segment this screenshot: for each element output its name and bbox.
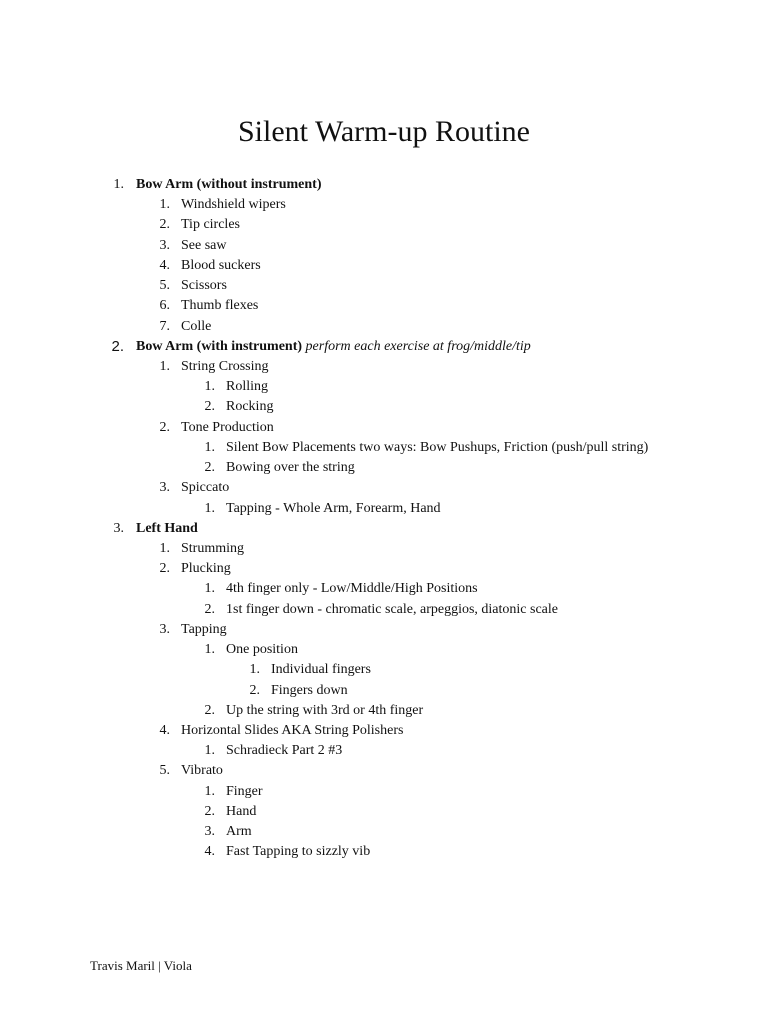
- outline-item-number: 2.: [204, 601, 215, 617]
- outline-item-text: [136, 175, 322, 195]
- outline-item-text: [226, 741, 342, 761]
- exercise-label: Tip circles: [181, 217, 240, 233]
- exercise-label: Scissors: [181, 278, 227, 294]
- outline-item-number: 1.: [159, 197, 170, 213]
- exercise-label: Finger: [226, 783, 263, 799]
- outline-item-number: 6.: [159, 298, 170, 314]
- outline-item-number: 1.: [159, 358, 170, 374]
- outline-item-text: [181, 276, 227, 296]
- outline-item-number: 7.: [159, 318, 170, 334]
- outline-item-text: [226, 701, 423, 721]
- outline-item-text: [181, 317, 211, 337]
- section-heading: Left Hand: [136, 520, 198, 536]
- exercise-label: Up the string with 3rd or 4th finger: [226, 702, 424, 718]
- exercise-label: String Crossing: [181, 358, 269, 374]
- exercise-label: Vibrato: [181, 763, 223, 779]
- outline-item-number: 1.: [204, 783, 215, 799]
- exercise-label: 4th finger only - Low/Middle/High Positions: [226, 581, 478, 597]
- outline-item-number: 2.: [204, 460, 215, 476]
- outline-item-number: 2.: [111, 337, 124, 355]
- exercise-label: Fingers down: [271, 682, 348, 698]
- outline-item-number: 1.: [204, 379, 215, 395]
- outline-item-text: [226, 579, 478, 599]
- outline-item-number: 4.: [204, 844, 215, 860]
- outline-item-text: [271, 660, 371, 680]
- outline-item-number: 1.: [204, 743, 215, 759]
- outline-item-number: 2.: [204, 702, 215, 718]
- exercise-label: Silent Bow Placements two ways: Bow Pushups, Friction (push/pull string): [226, 439, 649, 455]
- outline-item-text: [226, 377, 268, 397]
- outline-item-number: 5.: [159, 763, 170, 779]
- outline-item-text: [181, 256, 261, 276]
- outline-item-text: [226, 782, 263, 802]
- outline-item-text: [181, 236, 227, 256]
- outline-item-text: [226, 600, 558, 620]
- outline-item-text: [181, 620, 227, 640]
- outline-item-text: [226, 397, 273, 417]
- outline-item-text: [226, 438, 648, 458]
- exercise-label: Arm: [226, 824, 252, 840]
- outline-item-number: 1.: [204, 642, 215, 658]
- footer-author: Travis Maril | Viola: [90, 958, 192, 973]
- exercise-label: Rocking: [226, 399, 274, 415]
- exercise-label: Horizontal Slides AKA String Polishers: [181, 722, 404, 738]
- outline-item-number: 2.: [204, 399, 215, 415]
- outline-item-text: [181, 296, 258, 316]
- exercise-label: Thumb flexes: [181, 298, 259, 314]
- outline-item-number: 2.: [249, 682, 260, 698]
- section-heading: Bow Arm (without instrument): [136, 177, 322, 192]
- exercise-label: Tapping - Whole Arm, Forearm, Hand: [226, 500, 441, 516]
- outline-item-number: 1.: [204, 581, 215, 597]
- section-heading: Bow Arm (with instrument): [136, 338, 303, 354]
- exercise-label: Individual fingers: [271, 662, 371, 678]
- exercise-label: Tone Production: [181, 419, 274, 435]
- exercise-label: Blood suckers: [181, 257, 261, 273]
- outline-item-text: [181, 761, 223, 781]
- outline-item-text: [181, 721, 403, 741]
- outline-item-number: 1.: [249, 662, 260, 678]
- outline-item-number: 4.: [159, 257, 170, 273]
- outline-item-text: [226, 499, 441, 519]
- exercise-label: Strumming: [181, 540, 245, 556]
- outline-item-number: 3.: [204, 824, 215, 840]
- outline-item-text: [136, 519, 198, 539]
- exercise-label: Fast Tapping to sizzly vib: [226, 844, 371, 860]
- outline-item-number: 5.: [159, 278, 170, 294]
- outline-item-text: [181, 478, 229, 498]
- outline-item-number: 2.: [159, 217, 170, 233]
- outline-item-text: [181, 215, 240, 235]
- exercise-label: Schradieck Part 2 #3: [226, 743, 343, 759]
- page-title: Silent Warm-up Routine: [237, 115, 530, 148]
- outline-item-number: 4.: [159, 722, 170, 738]
- outline-item-number: 2.: [159, 419, 170, 435]
- outline-item-text: [181, 357, 269, 377]
- exercise-label: Rolling: [226, 379, 269, 395]
- outline-item-number: 1.: [159, 540, 170, 556]
- exercise-label: Tapping: [181, 621, 227, 637]
- exercise-label: Bowing over the string: [226, 460, 355, 476]
- exercise-label: Windshield wipers: [181, 197, 286, 213]
- outline-item-text: [226, 458, 355, 478]
- outline-item-text: [136, 337, 531, 357]
- outline-item-text: [181, 195, 286, 215]
- exercise-label: Plucking: [181, 561, 231, 577]
- exercise-label: See saw: [181, 237, 227, 253]
- exercise-label: 1st finger down - chromatic scale, arpeggios, diatonic scale: [226, 601, 558, 617]
- outline-item-text: [181, 559, 231, 579]
- exercise-label: One position: [226, 642, 298, 658]
- outline-item-number: 1.: [204, 439, 215, 455]
- exercise-label: Hand: [226, 803, 257, 819]
- outline-item-number: 2.: [159, 561, 170, 577]
- outline-item-number: 1.: [204, 500, 215, 516]
- outline-item-text: [181, 539, 244, 559]
- outline-item-number: 3.: [159, 237, 170, 253]
- outline-item-text: [226, 802, 256, 822]
- outline-item-text: [181, 418, 274, 438]
- section-note: perform each exercise at frog/middle/tip: [305, 338, 531, 354]
- exercise-label: Spiccato: [181, 480, 230, 496]
- exercise-label: Colle: [181, 318, 212, 334]
- outline-item-text: [271, 681, 348, 701]
- outline-item-text: [226, 842, 370, 862]
- outline-item-number: 3.: [159, 480, 170, 496]
- outline-item-number: 2.: [204, 803, 215, 819]
- outline-item-number: 3.: [159, 621, 170, 637]
- outline-item-text: [226, 640, 298, 660]
- outline-item-number: 1.: [113, 177, 124, 192]
- outline-item-text: [226, 822, 252, 842]
- outline-item-number: 3.: [113, 520, 124, 536]
